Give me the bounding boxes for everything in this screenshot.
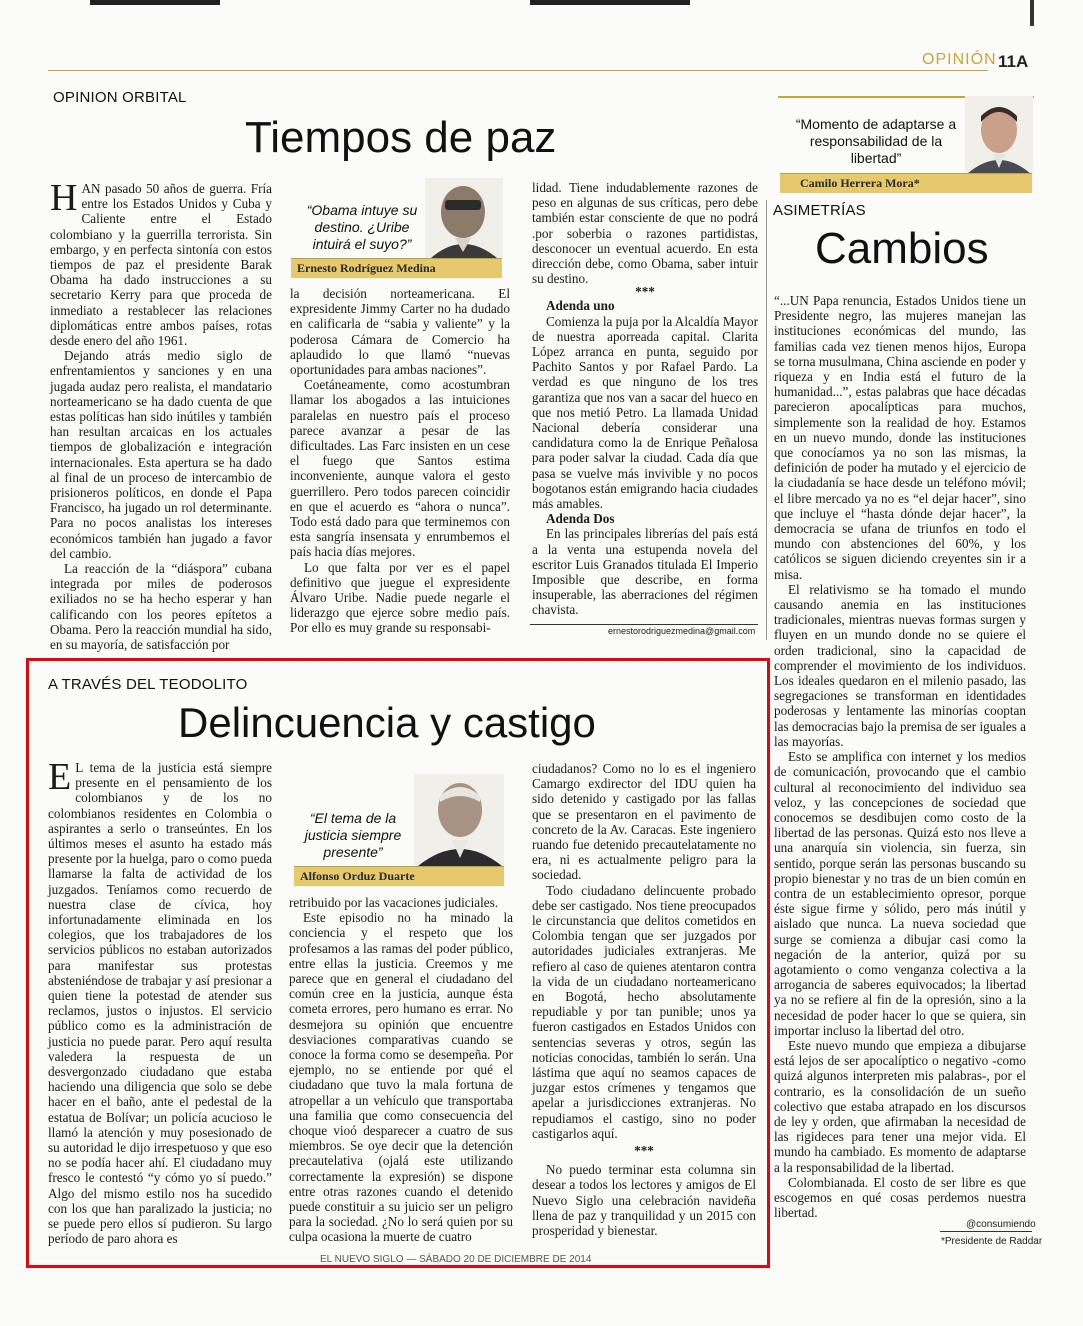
article1-sub1: Adenda uno — [546, 298, 615, 314]
article3-body — [774, 293, 1026, 1220]
article3-title: Cambios — [815, 224, 989, 273]
article1-col3-intro: lidad. Tiene indudablemente razones de peso en algunas de sus críticas, pero debe también estar consciente de que no podrá .por soberbia o razones partidistas, desconocer un eventual acuerdo. En esta dirección debe, como Obama, saber intuir su destino. — [532, 180, 758, 287]
article2-col3-p2: Todo ciudadano delincuente probado debe ser castigado. Nos tiene preocupados le circunstancia que delitos cometidos en Colombia tengan que ser juzgados por autoridades judiciales extranjeras. Me refiero al caso de quienes atentaron contra la vida de un ciudadano norteamericano en Bogotá, hecho absolutamente repudiable y por tan punible; unos ya fueron castigados en Estados Unidos con sentencias severas y otros, según las noticias conocidas, también lo serán. Una lástima que aquí no seamos capaces de juzgar estos crímenes y tengamos que apelar a jurisdicciones extranjeras. No repudiamos el castigo, sino no poder castigarlos aquí. — [532, 882, 756, 1141]
article3-footnote: *Presidente de Raddar — [941, 1236, 1043, 1247]
section-label: OPINIÓN — [922, 51, 997, 68]
article2-author-photo — [414, 774, 504, 866]
article1-col1-p1: AN pasado 50 años de guerra. Fría entre los Estados Unidos y Cuba y Caliente entre el Estado colombiano y la guerrilla terrorista. Sin embargo, y en perfecta sintonía con estos tiempos de paz el presidente Barak Obama ha dado instrucciones a su secretario Kerry para que proceda de inmediato a restablecer las relaciones diplomáticas entre ambos países, rotas desde enero del año 1961. — [50, 181, 272, 349]
article2-col1-p1: L tema de la justicia está siempre presente en el pensamiento de los colombianos y de los no colombianos residentes en Colombia o aspirantes a serlo o transeúntes. En los últimos meses el asunto ha estado más presente por la huelga, paro o como pueda llamarse la falta de actividad de los juzgados. Teníamos como recuerdo de nuestra clase de cívica, hoy infortunadamente eliminada en los colegios, que los trabajadores de los servicios públicos no estaban autorizados para manifestar sus protestas absteniéndose de trabajar y así presionar a quien tiene la potestad de atender sus reclamos, justos o injustos. El servicio público como es la administración de justicia no puede parar. Pero aquí resulta valedera la respuesta de un desvergonzado ciudadano que estaba haciendo una diligencia que solo se debe hacer en el baño, ante el pedestal de la estatua de Bolívar; un policía acucioso le llamó la atención y muy posesionado de su autoridad le dijo irrespetuoso y que eso no se podía hacer ahí. El ciudadano muy fresco le contestó “y cómo yo sí puedo.” Algo del mismo estilo nos ha sucedido con los que han paralizado la justicia; no se puede pero ellos sí pudieron. Su largo período de paro ahora es — [48, 760, 272, 1247]
article2-col3-p1: ciudadanos? Como no lo es el ingeniero Camargo exdirector del IDU quien ha sido detenido y castigado por las fallas que se presentaron en el pavimento de concreto de la Av. Caracas. Este ingeniero ruando fue detenido precautelatamente no era, ni es actualmente peligro para la sociedad. — [532, 761, 756, 883]
article1-col2-p3: Lo que falta por ver es el papel definitivo que juegue el expresidente Álvaro Uribe. Nadie puede negarle el liderazgo que ejerce sobre medio país. Por ello es muy grande su responsabi- — [290, 559, 510, 636]
column-separator-1 — [766, 200, 767, 640]
article1-author: Ernesto Rodríguez Medina — [291, 258, 502, 278]
article2-column-2 — [289, 895, 513, 1245]
article3-author: Camilo Herrera Mora* — [780, 173, 1032, 193]
article3-p4: Este nuevo mundo que empieza a dibujarse está lejos de ser apocalíptico o negativo -como quizá algunos interpreten mis palabras-, por el contrario, es la consolidación de un sueño colectivo que estaba atrapado en los discursos de ley y orden, que afirmaban la necesidad de las rigideces para tener una mejor vida. El mundo ha cambiado. Es momento de adaptarse a la responsabilidad de la libertad. — [774, 1037, 1026, 1175]
article2-column-3 — [532, 761, 756, 1238]
article2-title: Delincuencia y castigo — [178, 699, 596, 746]
article1-stars: *** — [635, 284, 655, 300]
header-rule — [48, 70, 988, 71]
article1-bottom-rule — [530, 624, 758, 625]
article1-col2-p1: la decisión norteamericana. El expresidente Jimmy Carter no ha dudado en calificarla de “sabia y valiente” y la poderosa Cámara de Comercio ha aplaudido lo que llamó “nuevas oportunidades para ambas naciones”. — [290, 286, 510, 378]
article1-sub1-text: Comienza la puja por la Alcaldía Mayor de nuestra aporreada capital. Clarita López arranca en punta, seguido por Pachito Santos y por Rafael Pardo. La verdad es que ninguno de los tres garantiza que nos van a sacar del hueco en que nos metió Petro. La llamada Unidad Nacional debería considerar una candidatura como la de Enrique Peñalosa para poder salvar la ciudad. Cada día que pasa se vuelve más invivible y no pocos bogotanos están emigrando hacia ciudades más amables. — [532, 313, 758, 512]
article1-col1-p2: Dejando atrás medio siglo de enfrentamientos y sanciones y en una jugada audaz pero realista, el mandatario norteamericano se ha dado cuenta de que estas políticas han sido inútiles y también han resultan arcaicas en los actuales tiempos de globalización e integración internacionales. Esta apertura se ha dado al final de un proceso de intercambio de prisioneros políticos, en donde el Papa Francisco, ha jugado un rol determinante. Para no pocos analistas los intereses económicos también han jugado a favor del cambio. — [50, 348, 272, 561]
article1-author-photo — [425, 178, 503, 258]
article2-dropcap: E — [48, 756, 72, 798]
article2-stars: *** — [634, 1143, 654, 1159]
article3-pullquote: “Momento de adaptarse a responsabilidad de la libertad” — [795, 116, 957, 166]
article1-dropcap: H — [50, 177, 78, 219]
article1-sub2-text: En las principales librerías del país está a la venta una estupenda novela del escritor Luis Granados titulada El Imperio Imposible que describe, en forma insuperable, las aberraciones del régimen chavista. — [532, 526, 758, 618]
header-right-mark — [1030, 0, 1034, 26]
article2-col2-p2: Este episodio no ha minado la conciencia y el respeto que los profesamos a las ramas del poder público, entre ellas la justicia. Creemos y me parece que en general el ciudadano del común cree en la justicia, aunque ésta cometa errores, pero humano es errar. No desmejora su opinión que encuentre desviaciones comparativas cuando se conoce la forma como se desempeña. Por ejemplo, no se entiende por qué el ciudadano que tuvo la mala fortuna de atropellar a un vehículo que transportaba una familia que como consecuencia del choque vioó desparecer a cuatro de sus miembros. Se oye decir que la detención precautelativa (ojalá este utilizando correctamente la expresión) se dispone entre otras razones cuando el detenido puede constituir a su juicio ser un peligro para la sociedad. ¿No lo será quien por su culpa ocasiona la muerte de cuatro — [289, 910, 513, 1245]
article3-twitter[interactable]: @consumiendo — [966, 1219, 1036, 1230]
article2-pullquote: “El tema de la justicia siempre presente” — [304, 810, 402, 860]
article1-col1-p3: La reacción de la “diáspora” cubana integrada por miles de poderosos exiliados no se ha hecho esperar y han calificando con los peores epítetos a Obama. Pero la reacción mundial ha sido, en su mayoría, de satisfacción por — [50, 561, 272, 653]
footer-line: EL NUEVO SIGLO — SÁBADO 20 DE DICIEMBRE DE 2014 — [320, 1254, 592, 1265]
article1-pullquote: “Obama intuye su destino. ¿Uribe intuirá el suyo?” — [306, 202, 418, 252]
article3-bottom-rule — [940, 1231, 1032, 1232]
article1-title: Tiempos de paz — [245, 113, 557, 162]
article1-column-3 — [532, 180, 758, 618]
article3-p3: Esto se amplifica con internet y los medios de comunicación, provocando que el cambio cultural al reconocimiento del individuo sea veloz, y las concepciones de sociedad que conocemos se desdibujen como costo de la libertad de las personas. Quizá esto nos lleve a una anarquía sin violencia, sin fuerza, sin sentido, porque serán las personas buscando su propio bienestar y no tras de un bien común en contra de un establecimiento opresor, porque éste sigue firme y sólido, pero más inútil y aislado que nunca. La nueva sociedad que surge se comienza a dibujar casi como la negación de la anterior, quizá por su agotamiento o como venganza colectiva a la arrogancia de saberes equivocados; la libertad ya no se refiere al fin de la opresión, sino a la necesidad de poder hacer lo que se quiera, sin importar incluso la libertad del otro. — [774, 749, 1026, 1038]
article2-kicker: A TRAVÉS DEL TEODOLITO — [48, 676, 248, 693]
article1-column-2 — [290, 286, 510, 636]
article2-col2-p1: retribuido por las vacaciones judiciales. — [289, 895, 499, 910]
article1-email[interactable]: ernestorodriguezmedina@gmail.com — [608, 626, 756, 636]
article3-p2: El relativismo se ha tomado el mundo causando anemia en las instituciones tradicionales, mientras nuevas formas surgen y fluyen en un mundo donde no se quiere el orden tradicional, sino la capacidad de comprender el movimiento de los individuos. Los ideales quedaron en el milenio pasado, las segregaciones se transforman en identidades poderosas y lentamente las minorías cooptan las democracias bajo la premisa de ser iguales a las mayorías. — [774, 581, 1026, 749]
article2-closing: No puedo terminar esta columna sin desear a todos los lectores y amigos de El Nuevo Siglo una celebración navideña llena de paz y tranquilidad y un 2015 con prosperidad y bienestar. — [532, 1162, 756, 1239]
page-number: 11A — [998, 52, 1029, 71]
top-header-fragments — [90, 0, 710, 6]
article3-p5: Colombianada. El costo de ser libre es que escogemos en qué cosas perdemos nuestra libertad. — [774, 1174, 1026, 1221]
article3-author-photo — [965, 96, 1033, 174]
article1-col2-p2: Coetáneamente, como acostumbran llamar los abogados a las intuiciones paralelas en nuestro país el proceso parece avanzar a pesar de las dificultades. Las Farc insisten en un cese el fuego que Santos estima inconveniente, aunque valora el gesto guerrillero. Pero todos parecen coincidir en que el acuerdo es “ahora o nunca”. Todo está dado para que terminemos con esta sangría insensata y enrumbemos el país hacia días mejores. — [290, 377, 510, 560]
article1-column-1 — [50, 177, 272, 653]
article2-author: Alfonso Orduz Duarte — [294, 866, 504, 886]
article2-column-1 — [48, 756, 272, 1247]
article3-p1: “...UN Papa renuncia, Estados Unidos tiene un Presidente negro, las mujeres manejan las instituciones económicas del mundo, las familias cada vez tienen menos hijos, Europa se torna musulmana, China asciende en poder y riqueza y en India está el futuro de la humanidad...”, estas palabras que hace décadas parecieron apocalípticas para muchos, simplemente son la realidad de hoy. Estamos en un nuevo mundo, donde las instituciones que conocíamos ya no son las mismas, la definición de poder ha mutado y el ejercicio de la ciudadanía se hace desde un teléfono móvil; el libre mercado ya no es “el dejar hacer”, sino que incluye el “hasta dónde dejar hacer”, la democracia se ufana de triunfos en todo el mundo con abstenciones del 60%, y los católicos se siguen diciendo creyentes sin ir a misa. — [774, 293, 1026, 582]
article1-kicker: OPINION ORBITAL — [53, 89, 187, 106]
article3-kicker: ASIMETRÍAS — [773, 202, 866, 219]
article1-sub2: Adenda Dos — [546, 511, 615, 527]
